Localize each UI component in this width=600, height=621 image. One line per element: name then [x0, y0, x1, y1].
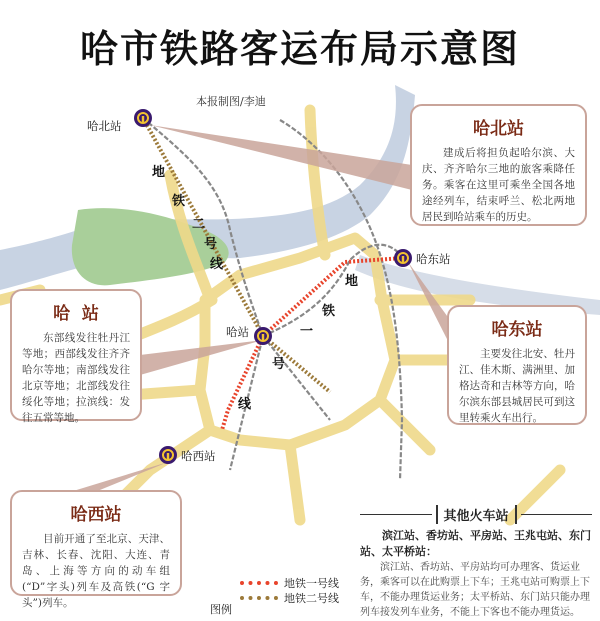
other-stations-heading: 其他火车站	[436, 505, 517, 524]
legend-label: 地铁一号线	[284, 576, 339, 590]
railway-station-icon[interactable]	[159, 446, 177, 464]
line1-char: 铁	[322, 304, 336, 319]
map-credit: 本报制图/李迪	[196, 95, 266, 108]
railway-station-icon[interactable]	[394, 249, 412, 267]
legend-item-line2	[240, 590, 339, 605]
info-box-text: 目前开通了至北京、天津、吉林、长春、沈阳、大连、青岛、上海等方向的动车组(“D”字头)列车及高铁(“G 字头”)列车。	[22, 533, 170, 609]
station-label-haxi[interactable]: 哈西站	[181, 449, 216, 463]
info-box-habei	[410, 104, 587, 226]
line1-char: 地	[345, 274, 359, 289]
info-box-title: 哈北站	[473, 119, 524, 139]
line2-swatch	[240, 596, 278, 600]
info-box-haxi	[10, 490, 182, 609]
map-legend	[210, 575, 339, 616]
other-stations-panel	[360, 505, 592, 620]
line2-char: 铁	[172, 194, 186, 209]
line2-char: 号	[204, 237, 218, 252]
legend-caption: 图例	[210, 603, 232, 616]
other-stations-desc: 滨江站、香坊站、平房站均可办理客、货运业务，乘客可以在此购票上下车；王兆屯站可购票上下车，不能办理货运业务；太平桥站、东门站只能办理列车接发列车业务，不能上下客也不能办理货运。	[360, 562, 590, 618]
railway-station-icon[interactable]	[254, 327, 272, 345]
line2-char: 线	[210, 257, 224, 272]
line1-label	[238, 273, 358, 412]
info-box-hadong	[447, 305, 587, 425]
legend-label: 地铁二号线	[284, 591, 339, 605]
info-box-title: 哈西站	[70, 505, 122, 525]
info-box-title: 哈 站	[53, 304, 99, 324]
info-box-text: 建成后将担负起哈尔滨、大庆、齐齐哈尔三地的旅客乘降任务。乘客在这里可乘坐全国各地途经列车，结束呼兰、松北两地居民到哈站乘车的历史。	[422, 147, 575, 223]
line2-char: 二	[192, 217, 206, 232]
info-box-text: 主要发往北安、牡丹江、佳木斯、满洲里、加格达奇和吉林等方向，哈尔滨东部县城居民可到这里转乘火车出行。	[459, 348, 575, 424]
line1-char: 一	[300, 324, 314, 339]
line1-char: 线	[238, 397, 252, 412]
line1-char: 号	[272, 357, 286, 372]
info-box-title: 哈东站	[491, 320, 543, 340]
page-title: 哈市铁路客运布局示意图	[79, 27, 520, 71]
railway-station-icon[interactable]	[134, 109, 152, 127]
station-label-hadong[interactable]: 哈东站	[416, 252, 451, 266]
info-box-text: 东部线发往牡丹江等地；西部线发往齐齐哈尔等地；南部线发往北京等地；北部线发往绥化等地；拉滨线：发往五常等地。	[22, 332, 130, 424]
info-box-ha	[10, 289, 142, 424]
line1-swatch	[240, 581, 278, 585]
legend-item-line1	[240, 575, 339, 590]
line2-char: 地	[152, 165, 166, 180]
station-label-habei[interactable]: 哈北站	[87, 119, 122, 133]
other-stations-names: 滨江站、香坊站、平房站、王兆屯站、东门站、太平桥站：	[360, 529, 591, 558]
station-label-ha[interactable]: 哈站	[226, 325, 249, 339]
